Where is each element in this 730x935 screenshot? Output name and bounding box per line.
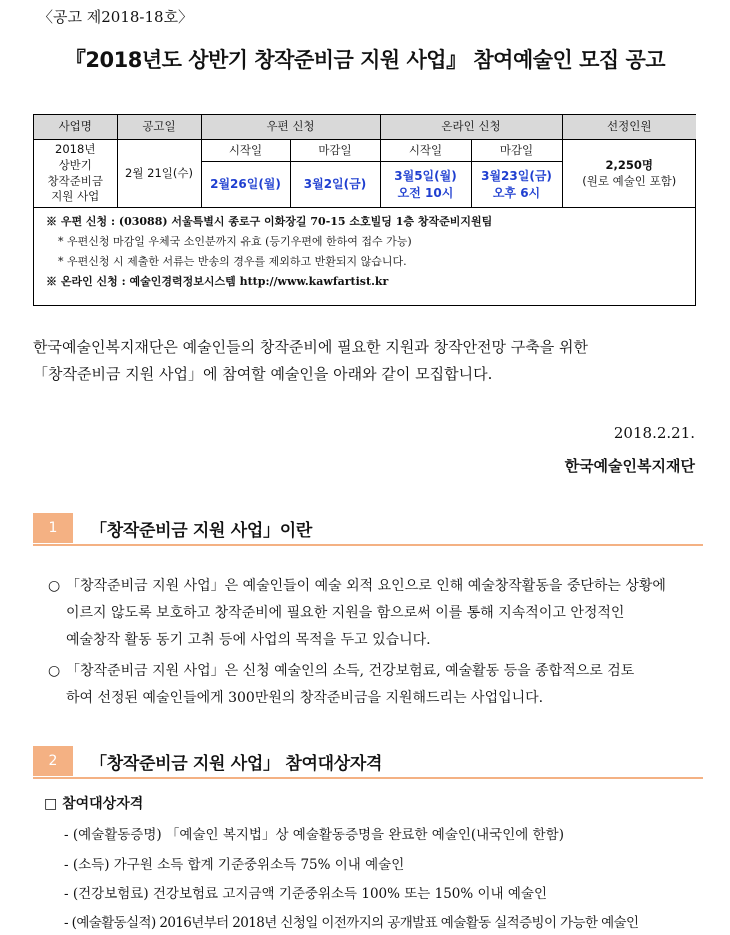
header-announce-date: 공고일 — [117, 115, 201, 140]
page-title: 『2018년도 상반기 창작준비금 지원 사업』 참여예술인 모집 공고 — [64, 48, 666, 72]
section-title: 「창작준비금 지원 사업」이란 — [90, 521, 312, 541]
notice-number: 〈공고 제2018-18호〉 — [38, 8, 194, 26]
eligibility-item: - (소득) 가구원 소득 합계 기준중위소득 75% 이내 예술인 — [64, 857, 405, 873]
section-1-bullet-2: ○ 「창작준비금 지원 사업」은 신청 예술인의 소득, 건강보험료, 예술활동 등을 종합적으로 검토 하여 선정된 예술인들에게 300만원의 창작준비금을 지원해드리는 사업입니다. — [48, 658, 700, 712]
note-online: ※ 온라인 신청 : 예술인경력정보시스템 http://www.kawfartist.kr — [46, 275, 389, 288]
mail-end-date: 3월2일(금) — [290, 162, 380, 208]
eligibility-item: - (예술활동실적) 2016년부터 2018년 신청일 이전까지의 공개발표 예술활동 실적증빙이 가능한 예술인 — [64, 915, 639, 931]
note-mail-return: * 우편신청 시 제출한 서류는 반송의 경우를 제외하고 반환되지 않습니다. — [58, 255, 407, 268]
online-end-date: 3월23일(금) 오후 6시 — [471, 162, 562, 208]
header-selected: 선정인원 — [562, 115, 696, 140]
section-divider — [33, 777, 703, 779]
eligibility-item: - (예술활동증명) 「예술인 복지법」상 예술활동증명을 완료한 예술인(내국인에 한함) — [64, 827, 564, 843]
note-mail-address: ※ 우편 신청 : (03088) 서울특별시 종로구 이화장길 70-15 소호빌딩 1층 창작준비지원팀 — [46, 215, 493, 228]
note-mail-deadline: * 우편신청 마감일 우체국 소인분까지 유효 (등기우편에 한하여 접수 가능) — [58, 235, 412, 248]
mail-start-label: 시작일 — [201, 140, 290, 162]
online-end-label: 마감일 — [471, 140, 562, 162]
online-start-label: 시작일 — [380, 140, 471, 162]
section-2-header — [33, 746, 703, 778]
header-business: 사업명 — [34, 115, 117, 140]
org-name: 한국예술인복지재단 — [564, 457, 695, 475]
announce-date: 2월 21일(수) — [117, 140, 201, 208]
business-name: 2018년 상반기 창작준비금 지원 사업 — [34, 140, 117, 208]
section-title: 「창작준비금 지원 사업」 참여대상자격 — [90, 754, 383, 774]
bullet-mark: ○ — [48, 663, 61, 679]
section-1-bullet-1: ○ 「창작준비금 지원 사업」은 예술인들이 예술 외적 요인으로 인해 예술창작활동을 중단하는 상황에 이르지 않도록 보호하고 창작준비에 필요한 지원을 함으로써 이를 통해 지속적이고 안정적인 예술창작 활동 동기 고취 등에 사업의 목적을 두고 있습니다. — [48, 573, 700, 654]
info-table — [34, 115, 696, 208]
header-online: 온라인 신청 — [380, 115, 562, 140]
section-number: 2 — [33, 746, 73, 776]
header-mail: 우편 신청 — [201, 115, 380, 140]
info-table-box — [33, 114, 696, 306]
section-number: 1 — [33, 513, 73, 543]
selected-count: 2,250명 (원로 예술인 포함) — [562, 140, 696, 208]
bullet-mark: ○ — [48, 578, 61, 594]
online-start-date: 3월5일(월) 오전 10시 — [380, 162, 471, 208]
intro-paragraph: 한국예술인복지재단은 예술인들의 창작준비에 필요한 지원과 창작안전망 구축을 위한 「창작준비금 지원 사업」에 참여할 예술인을 아래와 같이 모집합니다. — [33, 338, 589, 383]
eligibility-item: - (건강보험료) 건강보험료 고지금액 기준중위소득 100% 또는 150% 이내 예술인 — [64, 886, 548, 902]
mail-start-date: 2월26일(월) — [201, 162, 290, 208]
table-notes — [34, 208, 695, 292]
eligibility-subhead: □ 참여대상자격 — [44, 796, 144, 812]
mail-end-label: 마감일 — [290, 140, 380, 162]
section-divider — [33, 544, 703, 546]
announce-date-sign: 2018.2.21. — [613, 424, 695, 442]
section-1-header — [33, 513, 703, 545]
